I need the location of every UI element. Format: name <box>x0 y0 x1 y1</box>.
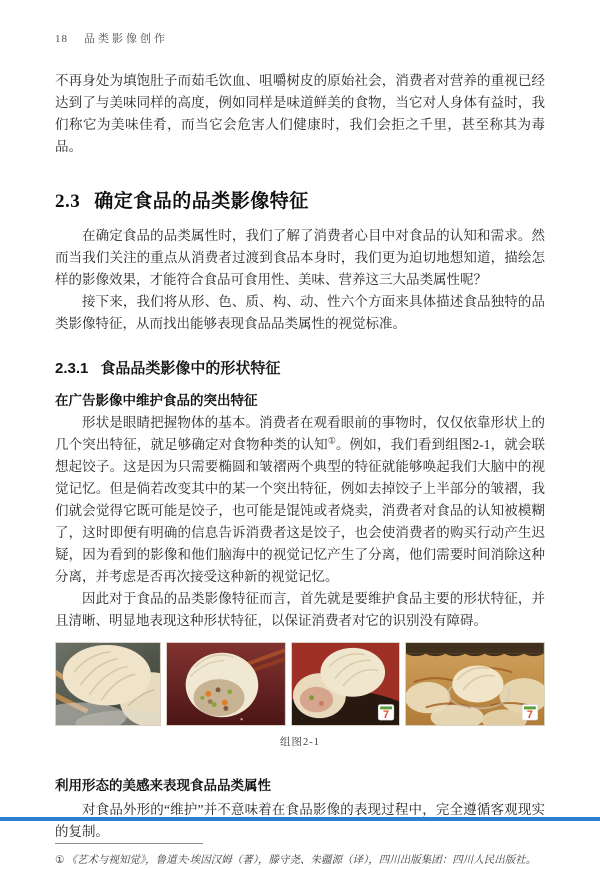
photo-dumpling-filling <box>166 642 286 726</box>
footnote-marker: ① <box>55 855 65 866</box>
paragraph-shape-part1: 形状是眼睛把握物体的基本。消费者在观看眼前的事物时，仅仅依靠形状上的几个突出特征，就足够确定对食物种类的认知 <box>55 415 545 452</box>
photo-steamed-dumplings <box>55 642 161 726</box>
badge-seven-text: 7 <box>527 709 534 722</box>
footnote-area <box>55 843 545 869</box>
subsection-heading <box>55 357 545 378</box>
runin-heading-beauty: 利用形态的美感来表现食品品类属性 <box>55 778 271 793</box>
steamed-dumplings-image <box>56 643 160 725</box>
seven-eleven-badge <box>522 705 538 722</box>
photo-dumpling-spoon <box>291 642 401 726</box>
section-title: 确定食品的品类影像特征 <box>94 191 309 212</box>
paragraph-beauty: 对食品外形的“维护”并不意味着在食品影像的表现过程中，完全遵循客观现实的复制。 <box>55 802 545 839</box>
section-number: 2.3 <box>55 191 81 212</box>
paragraph-shape <box>55 412 545 588</box>
paragraph-shape-part2: 。例如，我们看到组图2-1，就会联想起饺子。这是因为只需要椭圆和皱褶两个典型的特征就能够唤起我们大脑中的视觉记忆。但是倘若改变其中的某一个突出特征，例如去掉饺子上半部分的皱褶，我们就会觉得它既可能是饺子，也可能是馄饨或者烧卖，消费者对食品的认知被模糊了，这时即便有明确的信息告诉消费者这是饺子，也会使消费者的购买行动产生迟疑，因为看到的影像和他们脑海中的视觉记忆产生了分离，他们需要时间消除这种分离，并考虑是否再次接受这种新的视觉记忆。 <box>55 437 545 584</box>
page-number: 18 <box>55 33 68 45</box>
footnote-citation: 《艺术与视知觉》，鲁道夫·埃因汉姆（著），滕守尧、朱疆源（译），四川出版集团：四川人民出版社。 <box>66 855 537 866</box>
dumpling-spoon-image <box>292 643 400 725</box>
paragraph-section-1: 在确定食品的品类属性时，我们了解了消费者心目中对食品的认知和需求。然而当我们关注的重点从消费者过渡到食品本身时，我们更为迫切地想知道，描绘怎样的影像效果，才能符合食品可食用性、美味、营养这三大品类属性呢？ <box>55 228 545 287</box>
dumpling-filling-image <box>167 643 285 725</box>
paragraph-conclusion: 因此对于食品的品类影像特征而言，首先就是要维护食品主要的形状特征，并且清晰、明显地表现这种形状特征，以保证消费者对它的识别没有障碍。 <box>55 591 545 628</box>
footnote-text <box>55 853 545 869</box>
section-heading <box>55 186 545 213</box>
running-title: 品类影像创作 <box>84 33 168 45</box>
figure-group-2-1 <box>55 642 545 726</box>
running-header <box>55 30 545 46</box>
subsection-number: 2.3.1 <box>55 360 89 377</box>
footnote-divider <box>55 843 203 844</box>
dumplings-sauce-image <box>406 643 544 725</box>
runin-heading-protect: 在广告影像中维护食品的突出特征 <box>55 393 258 408</box>
seven-eleven-badge <box>378 705 394 722</box>
figure-caption: 组图2-1 <box>280 737 320 748</box>
paragraph-intro: 不再身处为填饱肚子而茹毛饮血、咀嚼树皮的原始社会，消费者对营养的重视已经达到了与美味同样的高度，例如同样是味道鲜美的食物，当它对人身体有益时，我们称它为美味佳肴，而当它会危害人们健康时，我们会拒之千里，甚至称其为毒品。 <box>55 73 545 154</box>
paragraph-section-2: 接下来，我们将从形、色、质、构、动、性六个方面来具体描述食品独特的品类影像特征，从而找出能够表现食品品类属性的视觉标准。 <box>55 294 545 331</box>
footnote-reference: ① <box>327 435 337 446</box>
scan-edge-bar <box>0 817 600 821</box>
badge-seven-text: 7 <box>382 709 389 722</box>
photo-dumplings-sauce <box>405 642 545 726</box>
subsection-title: 食品品类影像中的形状特征 <box>100 360 281 377</box>
